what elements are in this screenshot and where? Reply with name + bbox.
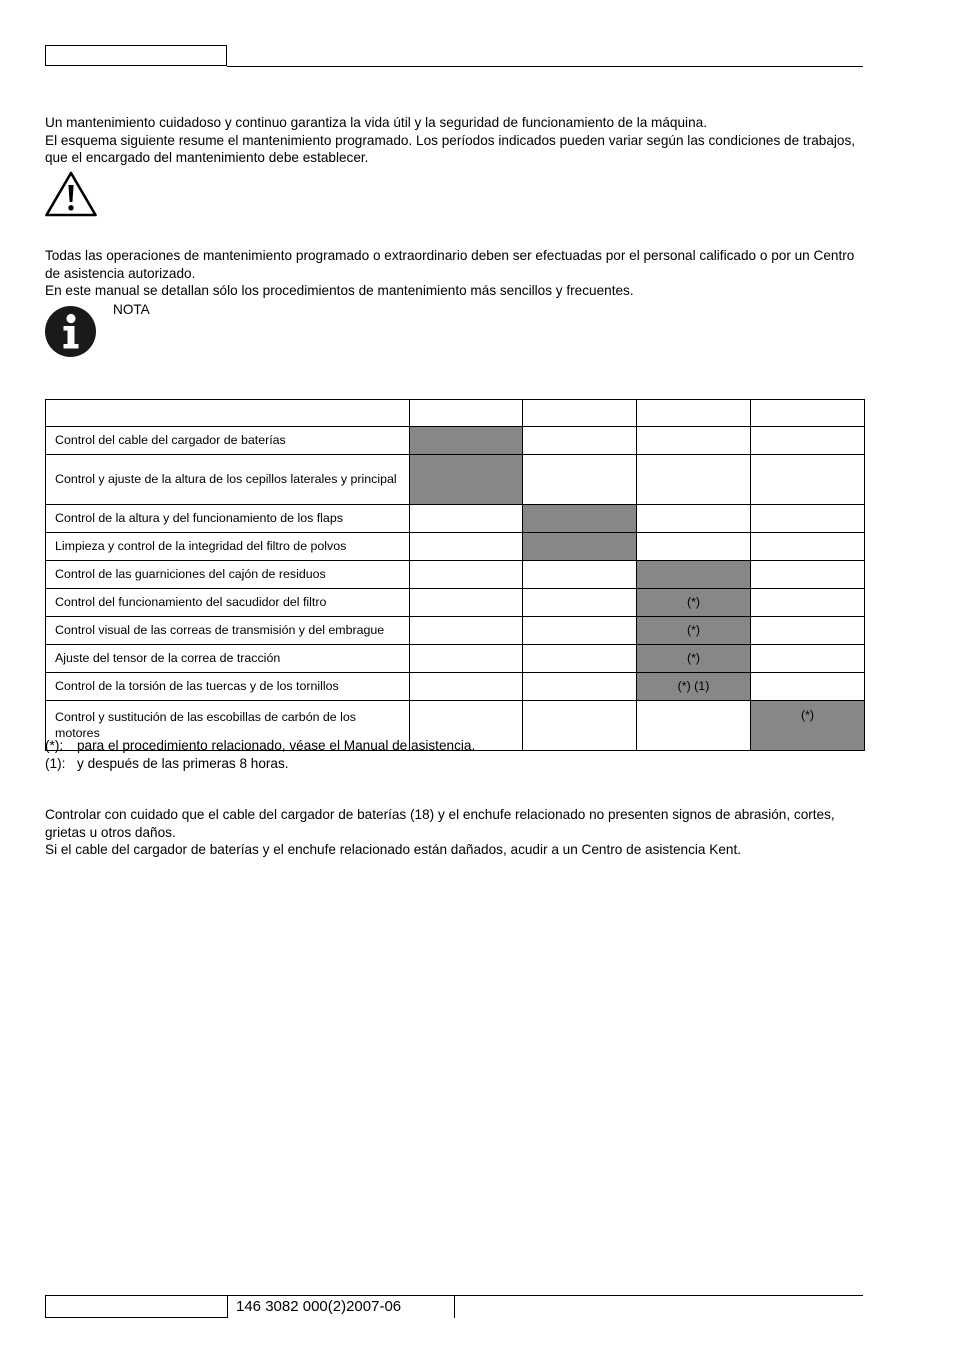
period-cell: [637, 505, 751, 533]
period-cell: [523, 561, 637, 589]
table-row: [46, 589, 865, 617]
period-cell: [410, 673, 523, 701]
task-cell: Control visual de las correas de transmisión y del embrague: [46, 617, 410, 645]
intro-line-1: Un mantenimiento cuidadoso y continuo garantiza la vida útil y la seguridad de funcionamiento de la máquina.: [45, 115, 707, 130]
task-cell: Control y ajuste de la altura de los cepillos laterales y principal: [46, 455, 410, 505]
period-cell: [410, 505, 523, 533]
header-cell-period-1: [410, 400, 523, 427]
header-rule: [227, 66, 863, 67]
warning-line-1: Todas las operaciones de mantenimiento programado o extraordinario deben ser efectuadas por el personal calificado o por un Centro de asistencia autorizado.: [45, 248, 855, 281]
period-cell: [523, 673, 637, 701]
footnote: [45, 755, 475, 773]
period-cell: [751, 427, 865, 455]
intro-line-2: El esquema siguiente resume el mantenimiento programado. Los períodos indicados pueden variar según las condiciones de trabajos, que el encargado del mantenimiento debe establecer.: [45, 132, 856, 165]
header-box: [45, 45, 227, 66]
header-cell-task: [46, 400, 410, 427]
footer-box: [45, 1295, 228, 1318]
task-cell: Control de la torsión de las tuercas y de los tornillos: [46, 673, 410, 701]
table-row: [46, 561, 865, 589]
table-row: [46, 455, 865, 505]
table-row: [46, 505, 865, 533]
table-row: [46, 427, 865, 455]
header-cell-period-4: [751, 400, 865, 427]
period-cell: [637, 455, 751, 505]
header-cell-period-2: [523, 400, 637, 427]
info-icon: [44, 305, 97, 358]
note-label: NOTA: [113, 302, 150, 317]
warning-line-2: En este manual se detallan sólo los procedimientos de mantenimiento más sencillos y frecuentes.: [45, 283, 634, 298]
period-cell-marked: [637, 561, 751, 589]
period-cell: [410, 561, 523, 589]
footnote-key: (*):: [45, 738, 64, 753]
task-cell: Control del cable del cargador de baterías: [46, 427, 410, 455]
task-cell: Control de la altura y del funcionamiento de los flaps: [46, 505, 410, 533]
table-row: [46, 533, 865, 561]
period-cell: [523, 701, 637, 751]
footnote: [45, 737, 475, 755]
task-cell: Limpieza y control de la integridad del filtro de polvos: [46, 533, 410, 561]
period-cell: [637, 701, 751, 751]
period-cell: [751, 533, 865, 561]
period-cell: [523, 617, 637, 645]
period-cell-marked: (*): [637, 617, 751, 645]
period-cell: [410, 617, 523, 645]
table-row: [46, 673, 865, 701]
intro-paragraph: [45, 114, 865, 167]
task-cell: Ajuste del tensor de la correa de tracción: [46, 645, 410, 673]
charger-line-1: Controlar con cuidado que el cable del cargador de baterías (18) y el enchufe relacionado no presenten signos de abrasión, cortes, grietas u otros daños.: [45, 807, 835, 840]
footnote-key: (1):: [45, 755, 66, 771]
task-cell: Control de las guarniciones del cajón de residuos: [46, 561, 410, 589]
period-cell: [523, 645, 637, 673]
period-cell: [523, 427, 637, 455]
period-cell: [637, 533, 751, 561]
period-cell-marked: [523, 505, 637, 533]
period-cell: [751, 561, 865, 589]
period-cell: [410, 533, 523, 561]
period-cell: [410, 645, 523, 673]
table-row: [46, 617, 865, 645]
period-cell-marked: (*): [637, 589, 751, 617]
charger-paragraph: [45, 806, 865, 859]
task-cell: Control del funcionamiento del sacudidor del filtro: [46, 589, 410, 617]
period-cell-marked: [410, 455, 523, 505]
table-header-row: [46, 400, 865, 427]
period-cell: [751, 617, 865, 645]
period-cell-marked: (*) (1): [637, 673, 751, 701]
document-code: 146 3082 000(2)2007-06: [236, 1298, 402, 1315]
period-cell-marked: [523, 533, 637, 561]
warning-paragraph: [45, 247, 865, 300]
period-cell-marked: [410, 427, 523, 455]
table-row: [46, 645, 865, 673]
period-cell-marked: (*): [751, 701, 865, 751]
period-cell: [637, 427, 751, 455]
header-cell-period-3: [637, 400, 751, 427]
maintenance-schedule-table: [45, 399, 865, 751]
task-cell: Control y sustitución de las escobillas de carbón de los motores: [46, 701, 410, 751]
period-cell: [523, 589, 637, 617]
period-cell: [410, 589, 523, 617]
period-cell: [751, 589, 865, 617]
period-cell: [751, 673, 865, 701]
footnote-text: y después de las primeras 8 horas.: [77, 755, 289, 771]
period-cell: [751, 645, 865, 673]
charger-line-2: Si el cable del cargador de baterías y el enchufe relacionado están dañados, acudir a un Centro de asistencia Kent.: [45, 842, 741, 857]
table-footnotes: [45, 737, 475, 772]
footer-separator: [454, 1295, 455, 1318]
period-cell: [751, 505, 865, 533]
period-cell: [523, 455, 637, 505]
period-cell-marked: (*): [637, 645, 751, 673]
period-cell: [751, 455, 865, 505]
footnote-text: para el procedimiento relacionado, véase el Manual de asistencia.: [77, 738, 476, 753]
warning-triangle-icon: [44, 170, 98, 218]
